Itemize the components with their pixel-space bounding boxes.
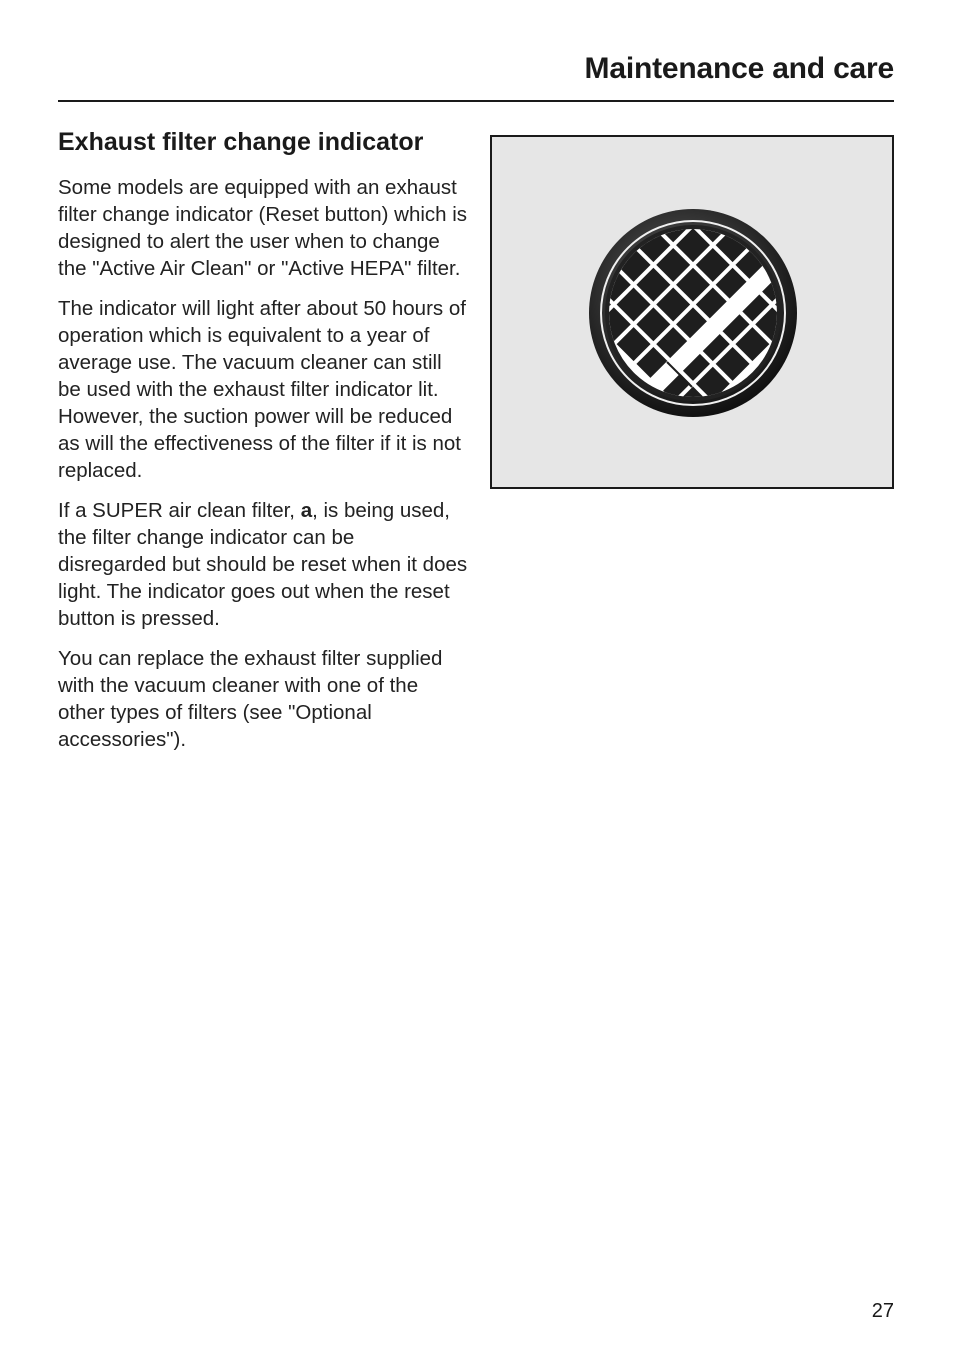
paragraph-indicator: The indicator will light after about 50 hours of operation which is equivalent to a year of average use. The vacuum cleaner can still be used with the exhaust filter indicator lit. However, the suction power will be reduced as will the effectiveness of the filter if it is not replaced.: [58, 297, 466, 482]
label-a: a: [300, 499, 313, 522]
page-header: [58, 40, 894, 102]
paragraph-replace: You can replace the exhaust filter supplied with the vacuum cleaner with one of the other types of filters (see "Optional accessories").: [58, 647, 443, 751]
filter-illustration: [490, 135, 894, 489]
paragraph-intro: Some models are equipped with an exhaust filter change indicator (Reset button) which is designed to alert the user when to change the "Active Air Clean" or "Active HEPA" filter.: [58, 176, 468, 280]
section-heading: Exhaust filter change indicator: [58, 128, 424, 156]
paragraph-super-filter-text-2: , is being used, the filter change indicator can be disregarded but should be reset when it does light. The indicator goes out when the reset button is pressed.: [58, 499, 468, 630]
page-number: 27: [871, 1300, 894, 1322]
paragraph-super-filter: [58, 497, 468, 632]
exhaust-filter-grille-icon: [492, 137, 892, 487]
main-content: [58, 126, 468, 766]
section-title: Maintenance and care: [584, 52, 894, 85]
paragraph-super-filter-text-1: If a SUPER air clean filter,: [58, 499, 301, 522]
